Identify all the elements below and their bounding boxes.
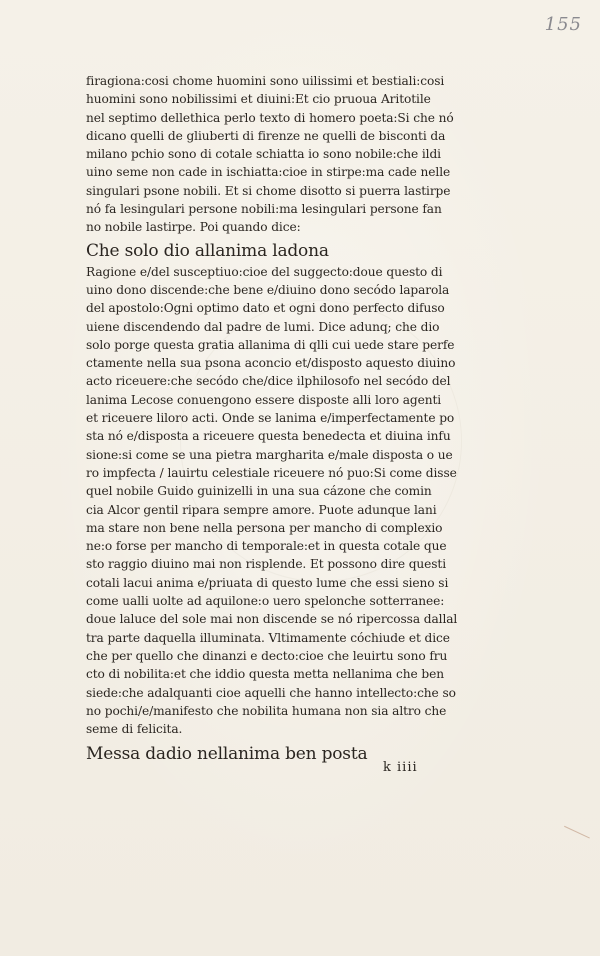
text-line: sto raggio diuino mai non risplende. Et possono dire questi <box>86 557 447 572</box>
text-line: et riceuere liloro acti. Onde se lanima e/imperfectamente po <box>86 411 455 426</box>
text-line: Ragione e/del susceptiuo:cioe del suggecto:doue questo di <box>86 264 443 279</box>
text-block <box>86 72 456 766</box>
text-line: nel septimo dellethica perlo texto di homero poeta:Si che nó <box>86 110 454 125</box>
text-line: sta nó e/disposta a riceuere questa benedecta et diuina infu <box>86 429 451 444</box>
text-line: sione:si come se una pietra margharita e/male disposta o ue <box>86 447 453 462</box>
text-line: no nobile lastirpe. Poi quando dice: <box>86 220 301 235</box>
text-line: uino seme non cade in ischiatta:cioe in stirpe:ma cade nelle <box>86 165 451 180</box>
text-line: milano pchio sono di cotale schiatta io sono nobile:che ildi <box>86 147 441 162</box>
paragraph-1 <box>86 72 456 237</box>
text-line: cto di nobilita:et che iddio questa metta nellanima che ben <box>86 667 444 682</box>
text-line: no pochi/e/manifesto che nobilita humana non sia altro che <box>86 703 447 718</box>
text-line: singulari psone nobili. Et si chome disotto si puerra lastirpe <box>86 183 451 198</box>
signature-mark: k iiii <box>383 760 418 775</box>
ink-mark <box>558 826 590 851</box>
text-line: tra parte daquella illuminata. Vltimamente cóchiude et dice <box>86 630 450 645</box>
text-line: ne:o forse per mancho di temporale:et in questa cotale que <box>86 539 447 554</box>
text-line: che per quello che dinanzi e decto:cioe che leuirtu sono fru <box>86 648 448 663</box>
text-line: come ualli uolte ad aquilone:o uero spelonche sotterranee: <box>86 594 445 609</box>
text-line: doue laluce del sole mai non discende se nó ripercossa dallal <box>86 612 458 627</box>
text-line: cotali lacui anima e/priuata di questo lume che essi sieno si <box>86 575 449 590</box>
text-line: del apostolo:Ogni optimo dato et ogni dono perfecto difuso <box>86 301 445 316</box>
section-heading-1: Che solo dio allanima ladona <box>86 240 329 261</box>
section-heading-2: Messa dadio nellanima ben posta <box>86 744 368 765</box>
text-line: ro impfecta / lauirtu celestiale riceuere nó puo:Si come disse <box>86 465 457 480</box>
text-line: uiene discendendo dal padre de lumi. Dice adunq; che dio <box>86 319 440 334</box>
text-line: acto riceuere:che secódo che/dice ilphilosofo nel secódo del <box>86 374 451 389</box>
text-line: uino dono discende:che bene e/diuino dono secódo laparola <box>86 282 450 297</box>
text-line: siede:che adalquanti cioe aquelli che hanno intellecto:che so <box>86 685 456 700</box>
text-line: lanima Lecose conuengono essere disposte alli loro agenti <box>86 392 442 407</box>
text-line: quel nobile Guido guinizelli in una sua cázone che comin <box>86 484 432 499</box>
text-line: dicano quelli de gliuberti di firenze ne quelli de bisconti da <box>86 128 446 143</box>
text-line: ctamente nella sua psona aconcio et/disposto aquesto diuino <box>86 356 456 371</box>
text-line: firagiona:cosi chome huomini sono uilissimi et bestiali:cosi <box>86 74 445 88</box>
text-line: seme di felicita. <box>86 722 183 737</box>
text-line: ma stare non bene nella persona per mancho di complexio <box>86 520 443 535</box>
text-line: cia Alcor gentil ripara sempre amore. Puote adunque lani <box>86 502 437 517</box>
text-line: huomini sono nobilissimi et diuini:Et cio pruoua Aritotile <box>86 92 431 107</box>
folio-number: 155 <box>544 14 582 35</box>
paragraph-2 <box>86 263 456 739</box>
text-line: solo porge questa gratia allanima di qlli cui uede stare perfe <box>86 337 455 352</box>
text-line: nó fa lesingulari persone nobili:ma lesingulari persone fan <box>86 202 442 217</box>
